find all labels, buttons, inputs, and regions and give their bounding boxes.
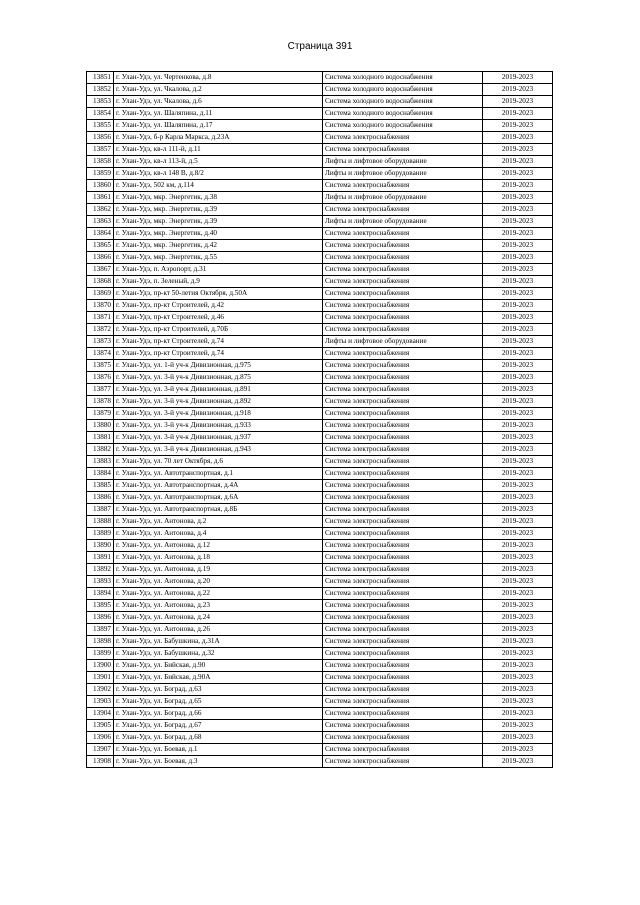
row-number-cell: 13886	[87, 492, 114, 504]
address-cell: г. Улан-Удэ, ул. 3-й уч-к Дивизионная, д.933	[114, 420, 323, 432]
address-cell: г. Улан-Удэ, ул. 3-й уч-к Дивизионная, д.943	[114, 444, 323, 456]
row-number-cell: 13852	[87, 84, 114, 96]
system-cell: Система электроснабжения	[323, 288, 483, 300]
row-number-cell: 13903	[87, 696, 114, 708]
system-cell: Система электроснабжения	[323, 312, 483, 324]
table-row	[87, 600, 553, 612]
table-row	[87, 264, 553, 276]
row-number-cell: 13856	[87, 132, 114, 144]
address-cell: г. Улан-Удэ, мкр. Энергетик, д.38	[114, 192, 323, 204]
address-cell: г. Улан-Удэ, кв-л 148 В, д.8/2	[114, 168, 323, 180]
system-cell: Система электроснабжения	[323, 180, 483, 192]
system-cell: Система электроснабжения	[323, 384, 483, 396]
system-cell: Система электроснабжения	[323, 456, 483, 468]
address-cell: г. Улан-Удэ, ул. Антонова, д.24	[114, 612, 323, 624]
table-row	[87, 108, 553, 120]
row-number-cell: 13877	[87, 384, 114, 396]
table-row	[87, 276, 553, 288]
table-row	[87, 348, 553, 360]
system-cell: Система электроснабжения	[323, 264, 483, 276]
period-cell: 2019-2023	[483, 192, 553, 204]
period-cell: 2019-2023	[483, 264, 553, 276]
row-number-cell: 13890	[87, 540, 114, 552]
row-number-cell: 13889	[87, 528, 114, 540]
period-cell: 2019-2023	[483, 216, 553, 228]
address-cell: г. Улан-Удэ, пр-кт 50-летия Октября, д.50А	[114, 288, 323, 300]
period-cell: 2019-2023	[483, 336, 553, 348]
system-cell: Лифты и лифтовое оборудование	[323, 336, 483, 348]
system-cell: Система электроснабжения	[323, 744, 483, 756]
period-cell: 2019-2023	[483, 720, 553, 732]
address-cell: г. Улан-Удэ, ул. Бабушкина, д.31А	[114, 636, 323, 648]
period-cell: 2019-2023	[483, 408, 553, 420]
row-number-cell: 13857	[87, 144, 114, 156]
system-cell: Система электроснабжения	[323, 240, 483, 252]
row-number-cell: 13851	[87, 72, 114, 84]
address-cell: г. Улан-Удэ, пр-кт Строителей, д.74	[114, 336, 323, 348]
table-row	[87, 252, 553, 264]
table-row	[87, 720, 553, 732]
row-number-cell: 13894	[87, 588, 114, 600]
table-row	[87, 204, 553, 216]
period-cell: 2019-2023	[483, 696, 553, 708]
address-cell: г. Улан-Удэ, ул. Антонова, д.26	[114, 624, 323, 636]
row-number-cell: 13873	[87, 336, 114, 348]
address-cell: г. Улан-Удэ, ул. 70 лет Октября, д.6	[114, 456, 323, 468]
table-row	[87, 156, 553, 168]
table-row	[87, 396, 553, 408]
address-cell: г. Улан-Удэ, мкр. Энергетик, д.55	[114, 252, 323, 264]
address-cell: г. Улан-Удэ, ул. Бабушкина, д.32	[114, 648, 323, 660]
row-number-cell: 13854	[87, 108, 114, 120]
row-number-cell: 13875	[87, 360, 114, 372]
table-row	[87, 528, 553, 540]
address-cell: г. Улан-Удэ, ул. Автотранспортная, д.8Б	[114, 504, 323, 516]
table-row	[87, 336, 553, 348]
system-cell: Система электроснабжения	[323, 540, 483, 552]
row-number-cell: 13860	[87, 180, 114, 192]
table-row	[87, 132, 553, 144]
row-number-cell: 13892	[87, 564, 114, 576]
table-row	[87, 144, 553, 156]
row-number-cell: 13888	[87, 516, 114, 528]
address-cell: г. Улан-Удэ, ул. Антонова, д.4	[114, 528, 323, 540]
address-cell: г. Улан-Удэ, ул. Бийская, д.90	[114, 660, 323, 672]
period-cell: 2019-2023	[483, 72, 553, 84]
row-number-cell: 13859	[87, 168, 114, 180]
period-cell: 2019-2023	[483, 300, 553, 312]
row-number-cell: 13876	[87, 372, 114, 384]
period-cell: 2019-2023	[483, 420, 553, 432]
address-cell: г. Улан-Удэ, мкр. Энергетик, д.40	[114, 228, 323, 240]
address-cell: г. Улан-Удэ, ул. 3-й уч-к Дивизионная, д.891	[114, 384, 323, 396]
period-cell: 2019-2023	[483, 468, 553, 480]
row-number-cell: 13902	[87, 684, 114, 696]
period-cell: 2019-2023	[483, 552, 553, 564]
table-row	[87, 192, 553, 204]
system-cell: Система холодного водоснабжения	[323, 84, 483, 96]
system-cell: Система холодного водоснабжения	[323, 96, 483, 108]
row-number-cell: 13891	[87, 552, 114, 564]
table-row	[87, 744, 553, 756]
address-cell: г. Улан-Удэ, ул. Антонова, д.12	[114, 540, 323, 552]
period-cell: 2019-2023	[483, 756, 553, 768]
period-cell: 2019-2023	[483, 180, 553, 192]
period-cell: 2019-2023	[483, 360, 553, 372]
period-cell: 2019-2023	[483, 564, 553, 576]
row-number-cell: 13884	[87, 468, 114, 480]
period-cell: 2019-2023	[483, 744, 553, 756]
row-number-cell: 13896	[87, 612, 114, 624]
table-row	[87, 504, 553, 516]
table-row	[87, 216, 553, 228]
row-number-cell: 13872	[87, 324, 114, 336]
period-cell: 2019-2023	[483, 276, 553, 288]
system-cell: Система холодного водоснабжения	[323, 72, 483, 84]
system-cell: Лифты и лифтовое оборудование	[323, 168, 483, 180]
system-cell: Система электроснабжения	[323, 564, 483, 576]
row-number-cell: 13863	[87, 216, 114, 228]
row-number-cell: 13882	[87, 444, 114, 456]
system-cell: Система электроснабжения	[323, 552, 483, 564]
system-cell: Система электроснабжения	[323, 408, 483, 420]
row-number-cell: 13866	[87, 252, 114, 264]
period-cell: 2019-2023	[483, 672, 553, 684]
table-row	[87, 612, 553, 624]
system-cell: Система электроснабжения	[323, 660, 483, 672]
table-row	[87, 492, 553, 504]
address-cell: г. Улан-Удэ, ул. Шаляпина, д.11	[114, 108, 323, 120]
address-cell: г. Улан-Удэ, пр-кт Строителей, д.46	[114, 312, 323, 324]
table-row	[87, 468, 553, 480]
table-body	[87, 72, 553, 768]
address-cell: г. Улан-Удэ, мкр. Энергетик, д.39	[114, 204, 323, 216]
table-row	[87, 384, 553, 396]
address-cell: г. Улан-Удэ, пр-кт Строителей, д.42	[114, 300, 323, 312]
table-row	[87, 240, 553, 252]
table-row	[87, 552, 553, 564]
repair-register-table	[86, 71, 553, 768]
system-cell: Система электроснабжения	[323, 588, 483, 600]
address-cell: г. Улан-Удэ, ул. Антонова, д.18	[114, 552, 323, 564]
system-cell: Система электроснабжения	[323, 756, 483, 768]
address-cell: г. Улан-Удэ, ул. Боград, д.63	[114, 684, 323, 696]
period-cell: 2019-2023	[483, 132, 553, 144]
system-cell: Система холодного водоснабжения	[323, 108, 483, 120]
row-number-cell: 13874	[87, 348, 114, 360]
row-number-cell: 13885	[87, 480, 114, 492]
row-number-cell: 13867	[87, 264, 114, 276]
period-cell: 2019-2023	[483, 204, 553, 216]
table-row	[87, 312, 553, 324]
system-cell: Система электроснабжения	[323, 492, 483, 504]
period-cell: 2019-2023	[483, 108, 553, 120]
system-cell: Система электроснабжения	[323, 576, 483, 588]
row-number-cell: 13887	[87, 504, 114, 516]
system-cell: Система холодного водоснабжения	[323, 120, 483, 132]
period-cell: 2019-2023	[483, 600, 553, 612]
address-cell: г. Улан-Удэ, б-р Карла Маркса, д.23А	[114, 132, 323, 144]
table-row	[87, 300, 553, 312]
row-number-cell: 13906	[87, 732, 114, 744]
system-cell: Система электроснабжения	[323, 624, 483, 636]
period-cell: 2019-2023	[483, 708, 553, 720]
system-cell: Система электроснабжения	[323, 360, 483, 372]
system-cell: Система электроснабжения	[323, 348, 483, 360]
system-cell: Лифты и лифтовое оборудование	[323, 192, 483, 204]
system-cell: Система электроснабжения	[323, 720, 483, 732]
period-cell: 2019-2023	[483, 492, 553, 504]
address-cell: г. Улан-Удэ, ул. Антонова, д.2	[114, 516, 323, 528]
address-cell: г. Улан-Удэ, ул. Антонова, д.22	[114, 588, 323, 600]
system-cell: Лифты и лифтовое оборудование	[323, 156, 483, 168]
system-cell: Система электроснабжения	[323, 444, 483, 456]
table-row	[87, 588, 553, 600]
table-row	[87, 96, 553, 108]
system-cell: Система электроснабжения	[323, 612, 483, 624]
row-number-cell: 13905	[87, 720, 114, 732]
table-row	[87, 456, 553, 468]
period-cell: 2019-2023	[483, 372, 553, 384]
row-number-cell: 13870	[87, 300, 114, 312]
system-cell: Система электроснабжения	[323, 684, 483, 696]
period-cell: 2019-2023	[483, 504, 553, 516]
system-cell: Система электроснабжения	[323, 432, 483, 444]
period-cell: 2019-2023	[483, 540, 553, 552]
table-row	[87, 648, 553, 660]
table-row	[87, 228, 553, 240]
period-cell: 2019-2023	[483, 348, 553, 360]
row-number-cell: 13878	[87, 396, 114, 408]
row-number-cell: 13897	[87, 624, 114, 636]
system-cell: Система электроснабжения	[323, 396, 483, 408]
address-cell: г. Улан-Удэ, ул. 3-й уч-к Дивизионная, д.875	[114, 372, 323, 384]
period-cell: 2019-2023	[483, 96, 553, 108]
period-cell: 2019-2023	[483, 444, 553, 456]
period-cell: 2019-2023	[483, 252, 553, 264]
system-cell: Система электроснабжения	[323, 672, 483, 684]
address-cell: г. Улан-Удэ, ул. Шаляпина, д.17	[114, 120, 323, 132]
row-number-cell: 13871	[87, 312, 114, 324]
period-cell: 2019-2023	[483, 576, 553, 588]
period-cell: 2019-2023	[483, 648, 553, 660]
address-cell: г. Улан-Удэ, ул. Боград, д.67	[114, 720, 323, 732]
row-number-cell: 13855	[87, 120, 114, 132]
period-cell: 2019-2023	[483, 480, 553, 492]
period-cell: 2019-2023	[483, 732, 553, 744]
row-number-cell: 13862	[87, 204, 114, 216]
address-cell: г. Улан-Удэ, ул. Чкалова, д.6	[114, 96, 323, 108]
period-cell: 2019-2023	[483, 156, 553, 168]
row-number-cell: 13864	[87, 228, 114, 240]
period-cell: 2019-2023	[483, 288, 553, 300]
table-row	[87, 420, 553, 432]
system-cell: Система электроснабжения	[323, 300, 483, 312]
table-row	[87, 444, 553, 456]
period-cell: 2019-2023	[483, 396, 553, 408]
address-cell: г. Улан-Удэ, пр-кт Строителей, д.74	[114, 348, 323, 360]
row-number-cell: 13895	[87, 600, 114, 612]
period-cell: 2019-2023	[483, 168, 553, 180]
system-cell: Система электроснабжения	[323, 504, 483, 516]
row-number-cell: 13904	[87, 708, 114, 720]
row-number-cell: 13861	[87, 192, 114, 204]
system-cell: Лифты и лифтовое оборудование	[323, 216, 483, 228]
system-cell: Система электроснабжения	[323, 732, 483, 744]
address-cell: г. Улан-Удэ, пр-кт Строителей, д.70Б	[114, 324, 323, 336]
table-row	[87, 516, 553, 528]
period-cell: 2019-2023	[483, 456, 553, 468]
address-cell: г. Улан-Удэ, ул. Боевая, д.3	[114, 756, 323, 768]
row-number-cell: 13881	[87, 432, 114, 444]
system-cell: Система электроснабжения	[323, 252, 483, 264]
address-cell: г. Улан-Удэ, ул. Антонова, д.23	[114, 600, 323, 612]
period-cell: 2019-2023	[483, 684, 553, 696]
table-row	[87, 432, 553, 444]
table-row	[87, 72, 553, 84]
table-row	[87, 120, 553, 132]
table-row	[87, 732, 553, 744]
period-cell: 2019-2023	[483, 624, 553, 636]
address-cell: г. Улан-Удэ, ул. Автотранспортная, д.1	[114, 468, 323, 480]
table-row	[87, 84, 553, 96]
address-cell: г. Улан-Удэ, ул. Чкалова, д.2	[114, 84, 323, 96]
row-number-cell: 13907	[87, 744, 114, 756]
period-cell: 2019-2023	[483, 312, 553, 324]
row-number-cell: 13880	[87, 420, 114, 432]
system-cell: Система электроснабжения	[323, 372, 483, 384]
row-number-cell: 13879	[87, 408, 114, 420]
table-row	[87, 576, 553, 588]
system-cell: Система электроснабжения	[323, 528, 483, 540]
table-row	[87, 672, 553, 684]
table-row	[87, 408, 553, 420]
system-cell: Система электроснабжения	[323, 420, 483, 432]
table-row	[87, 708, 553, 720]
system-cell: Система электроснабжения	[323, 324, 483, 336]
system-cell: Система электроснабжения	[323, 708, 483, 720]
row-number-cell: 13865	[87, 240, 114, 252]
address-cell: г. Улан-Удэ, п. Аэропорт, д.31	[114, 264, 323, 276]
address-cell: г. Улан-Удэ, кв-л 113-й, д.5	[114, 156, 323, 168]
table-row	[87, 540, 553, 552]
system-cell: Система электроснабжения	[323, 516, 483, 528]
page-header: Страница 391	[287, 41, 353, 52]
address-cell: г. Улан-Удэ, ул. Боград, д.66	[114, 708, 323, 720]
period-cell: 2019-2023	[483, 612, 553, 624]
address-cell: г. Улан-Удэ, ул. Автотранспортная, д.6А	[114, 492, 323, 504]
period-cell: 2019-2023	[483, 636, 553, 648]
address-cell: г. Улан-Удэ, ул. Боград, д.68	[114, 732, 323, 744]
system-cell: Система электроснабжения	[323, 468, 483, 480]
table-row	[87, 564, 553, 576]
address-cell: г. Улан-Удэ, мкр. Энергетик, д.42	[114, 240, 323, 252]
system-cell: Система электроснабжения	[323, 480, 483, 492]
system-cell: Система электроснабжения	[323, 276, 483, 288]
row-number-cell: 13901	[87, 672, 114, 684]
table-row	[87, 624, 553, 636]
address-cell: г. Улан-Удэ, 502 км, д.114	[114, 180, 323, 192]
table-row	[87, 180, 553, 192]
table-row	[87, 360, 553, 372]
table-row	[87, 168, 553, 180]
address-cell: г. Улан-Удэ, ул. Антонова, д.20	[114, 576, 323, 588]
period-cell: 2019-2023	[483, 660, 553, 672]
row-number-cell: 13869	[87, 288, 114, 300]
row-number-cell: 13893	[87, 576, 114, 588]
address-cell: г. Улан-Удэ, ул. 3-й уч-к Дивизионная, д.892	[114, 396, 323, 408]
table-row	[87, 660, 553, 672]
system-cell: Система электроснабжения	[323, 204, 483, 216]
table-row	[87, 696, 553, 708]
period-cell: 2019-2023	[483, 144, 553, 156]
table-row	[87, 636, 553, 648]
system-cell: Система электроснабжения	[323, 600, 483, 612]
period-cell: 2019-2023	[483, 528, 553, 540]
address-cell: г. Улан-Удэ, ул. 1-й уч-к Дивизионная, д.975	[114, 360, 323, 372]
address-cell: г. Улан-Удэ, ул. 3-й уч-к Дивизионная, д.937	[114, 432, 323, 444]
period-cell: 2019-2023	[483, 240, 553, 252]
period-cell: 2019-2023	[483, 516, 553, 528]
system-cell: Система электроснабжения	[323, 144, 483, 156]
row-number-cell: 13853	[87, 96, 114, 108]
address-cell: г. Улан-Удэ, ул. Боград, д.65	[114, 696, 323, 708]
period-cell: 2019-2023	[483, 120, 553, 132]
period-cell: 2019-2023	[483, 228, 553, 240]
table-row	[87, 684, 553, 696]
system-cell: Система электроснабжения	[323, 696, 483, 708]
address-cell: г. Улан-Удэ, ул. Бийская, д.90А	[114, 672, 323, 684]
system-cell: Система электроснабжения	[323, 648, 483, 660]
period-cell: 2019-2023	[483, 588, 553, 600]
row-number-cell: 13899	[87, 648, 114, 660]
row-number-cell: 13900	[87, 660, 114, 672]
period-cell: 2019-2023	[483, 84, 553, 96]
period-cell: 2019-2023	[483, 432, 553, 444]
row-number-cell: 13898	[87, 636, 114, 648]
table-row	[87, 756, 553, 768]
period-cell: 2019-2023	[483, 324, 553, 336]
address-cell: г. Улан-Удэ, ул. Чертенкова, д.8	[114, 72, 323, 84]
row-number-cell: 13908	[87, 756, 114, 768]
address-cell: г. Улан-Удэ, ул. 3-й уч-к Дивизионная, д.918	[114, 408, 323, 420]
address-cell: г. Улан-Удэ, ул. Автотранспортная, д.4А	[114, 480, 323, 492]
table-row	[87, 288, 553, 300]
system-cell: Система электроснабжения	[323, 228, 483, 240]
table-row	[87, 372, 553, 384]
address-cell: г. Улан-Удэ, п. Зеленый, д.9	[114, 276, 323, 288]
row-number-cell: 13883	[87, 456, 114, 468]
table-row	[87, 324, 553, 336]
row-number-cell: 13868	[87, 276, 114, 288]
address-cell: г. Улан-Удэ, ул. Боевая, д.1	[114, 744, 323, 756]
system-cell: Система электроснабжения	[323, 636, 483, 648]
period-cell: 2019-2023	[483, 384, 553, 396]
system-cell: Система электроснабжения	[323, 132, 483, 144]
address-cell: г. Улан-Удэ, мкр. Энергетик, д.39	[114, 216, 323, 228]
address-cell: г. Улан-Удэ, кв-л 111-й, д.11	[114, 144, 323, 156]
address-cell: г. Улан-Удэ, ул. Антонова, д.19	[114, 564, 323, 576]
row-number-cell: 13858	[87, 156, 114, 168]
table-row	[87, 480, 553, 492]
